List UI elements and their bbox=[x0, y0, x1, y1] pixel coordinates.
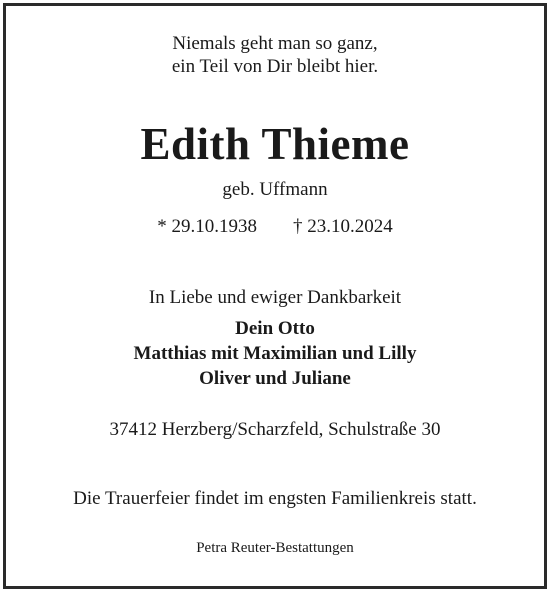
address: 37412 Herzberg/Scharzfeld, Schulstraße 30 bbox=[109, 419, 441, 440]
mourner-line-1: Dein Otto bbox=[235, 318, 315, 339]
funeral-home: Petra Reuter-Bestattungen bbox=[196, 540, 354, 556]
birth-name: geb. Uffmann bbox=[222, 179, 328, 200]
mourner-line-3: Oliver und Juliane bbox=[199, 368, 351, 389]
mourner-line-2: Matthias mit Maximilian und Lilly bbox=[133, 343, 417, 364]
closing-phrase: In Liebe und ewiger Dankbarkeit bbox=[148, 287, 402, 308]
deceased-name: Edith Thieme bbox=[140, 119, 410, 169]
birth-date: * 29.10.1938 bbox=[157, 216, 257, 237]
quote-line-2: ein Teil von Dir bleibt hier. bbox=[171, 56, 379, 77]
funeral-note: Die Trauerfeier findet im engsten Familienkreis statt. bbox=[73, 488, 477, 509]
obituary-notice bbox=[3, 3, 547, 589]
death-date: † 23.10.2024 bbox=[293, 216, 393, 237]
quote-line-1: Niemals geht man so ganz, bbox=[172, 33, 378, 54]
life-dates bbox=[6, 215, 544, 239]
